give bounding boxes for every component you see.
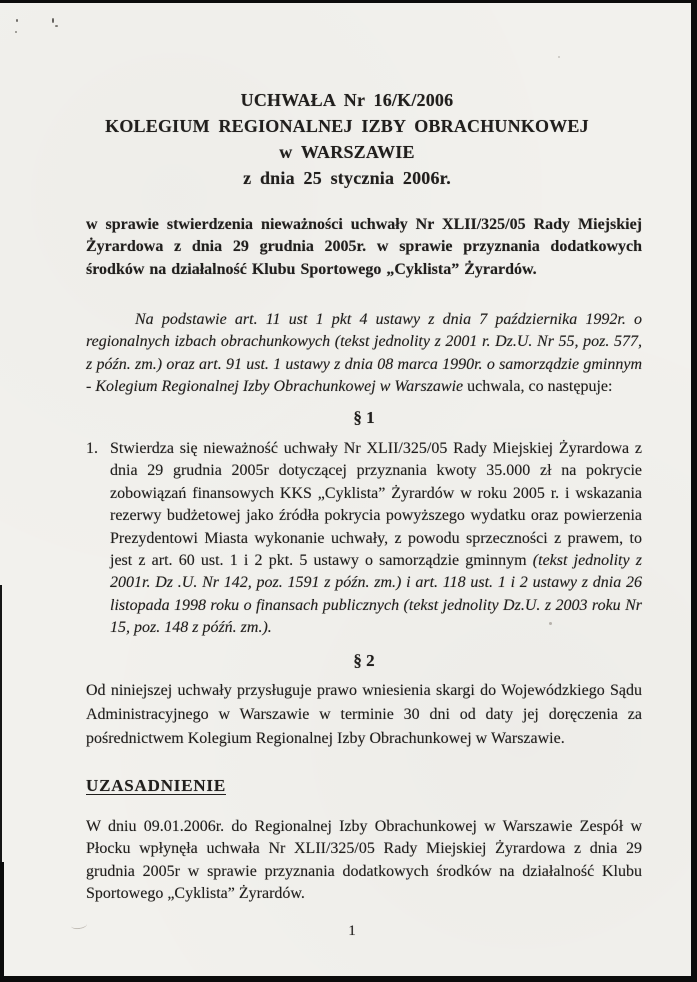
document-header [86, 87, 608, 191]
legal-basis-normal: uchwala, co następuje: [463, 378, 613, 396]
section-1-heading: § 1 [353, 408, 375, 427]
legal-basis-paragraph [86, 309, 642, 399]
subject-paragraph: w sprawie stwierdzenia nieważności uchwały Nr XLII/325/05 Rady Miejskiej Żyrardowa z dnia 29 grudnia 2005r. w sprawie przyznania dodatkowych środków na działalność Klubu Sportowego „Cyklista” Żyrardów. [86, 216, 642, 278]
pencil-mark [71, 920, 88, 930]
scan-speck [52, 18, 54, 23]
scan-edge-top [0, 0, 697, 3]
scan-edge-right [691, 0, 697, 982]
scan-speck [558, 56, 560, 58]
justification-paragraph: W dniu 09.01.2006r. do Regionalnej Izby Obrachunkowej w Warszawie Zespół w Płocku wpłynęła uchwała Nr XLII/325/05 Rady Miejskiej Żyrardowa z dnia 29 grudnia 2005r w sprawie przyznania dodatkowych środków na działalność Klubu Sportowego „Cyklista” Żyrardów. [86, 818, 642, 903]
scan-edge-bottom [0, 976, 697, 982]
item-text-normal: Stwierdza się nieważność uchwały Nr XLII/325/05 Rady Miejskiej Żyrardowa z dnia 29 grudnia 2005r dotyczącej przyznania kwoty 35.000 zł na pokrycie zobowiązań finansowych KKS „Cyklista” Żyrardów w roku 2005 r. i wskazania rezerwy budżetowej jako źródła pokrycia powyższego wydatku oraz powierzenia Prezydentowi Miasta wykonanie uchwały, z powodu sprzeczności z prawem, to jest z art. 60 ust. 1 i 2 pkt. 5 ustawy o samorządzie gminnym [110, 440, 642, 570]
document-title: UCHWAŁA Nr 16/K/2006 [240, 90, 454, 110]
section-2-heading: § 2 [353, 651, 375, 670]
section-2-paragraph: Od niniejszej uchwały przysługuje prawo wniesienia skargi do Wojewódzkiego Sądu Administracyjnego w Warszawie w terminie 30 dni od daty jej doręczenia za pośrednictwem Kolegium Regionalnej Izby Obrachunkowej w Warszawie. [86, 682, 642, 747]
page-number: 1 [348, 923, 356, 939]
scan-speck [16, 19, 18, 22]
item-number: 1. [86, 440, 98, 457]
document-date: z dnia 25 stycznia 2006r. [243, 168, 451, 188]
scan-speck [15, 31, 17, 33]
section-1-item [86, 438, 642, 640]
item-text [110, 438, 642, 640]
issuing-organization: KOLEGIUM REGIONALNEJ IZBY OBRACHUNKOWEJ [105, 116, 589, 136]
organization-location: w WARSZAWIE [279, 142, 415, 162]
justification-heading: UZASADNIENIE [86, 776, 226, 795]
scan-edge-left-thick [0, 862, 4, 982]
scan-speck [55, 25, 58, 27]
legal-basis-italic: Na podstawie art. 11 ust 1 pkt 4 ustawy z dnia 7 października 1992r. o regionalnych izbach obrachunkowych (tekst jednolity z 2001 r. Dz.U. Nr 55, poz. 577, z późn. zm.) oraz art. 91 ust. 1 ustawy z dnia 08 marca 1990r. o samorządzie gminnym - Kolegium Regionalnej Izby Obrachunkowej w Warszawie [86, 311, 642, 396]
item-text-italic: (tekst jednolity z 2001r. Dz .U. Nr 142, poz. 1591 z późn. zm.) i art. 118 ust. 1 i 2 ustawy z dnia 26 listopada 1998 roku o finansach publicznych (tekst jednolity Dz.U. z 2003 roku Nr 15, poz. 148 z późń. zm.). [110, 552, 643, 637]
